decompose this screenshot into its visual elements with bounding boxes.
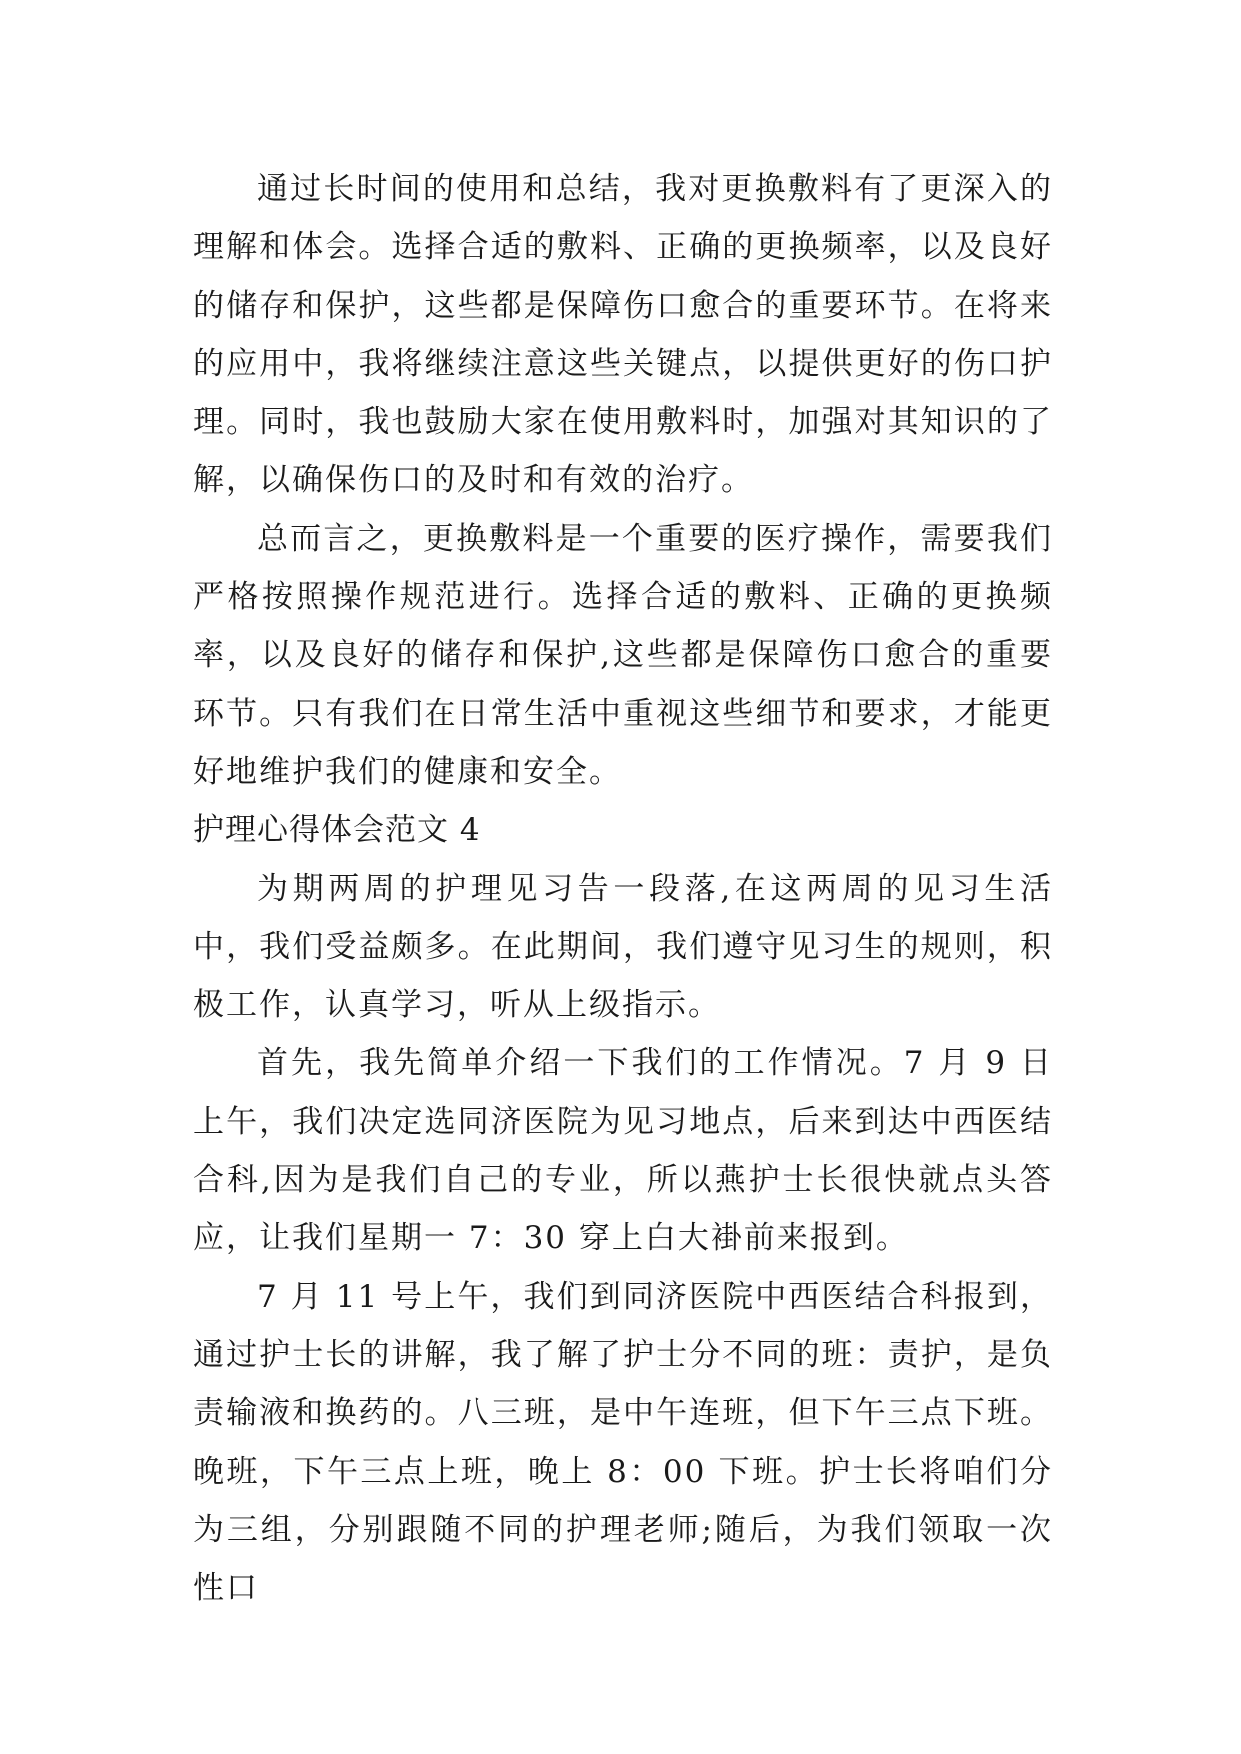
paragraph: 首先，我先简单介绍一下我们的工作情况。7 月 9 日上午，我们决定选同济医院为见习地点，后来到达中西医结合科,因为是我们自己的专业，所以燕护士长很快就点头答应，让我们星期一 7：30 穿上白大褂前来报到。 xyxy=(193,1045,1053,1257)
paragraph: 通过长时间的使用和总结，我对更换敷料有了更深入的理解和体会。选择合适的敷料、正确的更换频率，以及良好的储存和保护，这些都是保障伤口愈合的重要环节。在将来的应用中，我将继续注意这些关键点，以提供更好的伤口护理。同时，我也鼓励大家在使用敷料时，加强对其知识的了解，以确保伤口的及时和有效的治疗。 xyxy=(193,171,1053,499)
paragraph: 总而言之，更换敷料是一个重要的医疗操作，需要我们严格按照操作规范进行。选择合适的敷料、正确的更换频率，以及良好的储存和保护,这些都是保障伤口愈合的重要环节。只有我们在日常生活中重视这些细节和要求，才能更好地维护我们的健康和安全。 xyxy=(193,520,1053,790)
section-heading: 护理心得体会范文 4 xyxy=(193,812,481,849)
document-body xyxy=(193,160,1053,1617)
paragraph: 为期两周的护理见习告一段落,在这两周的见习生活中，我们受益颇多。在此期间，我们遵守见习生的规则，积极工作，认真学习，听从上级指示。 xyxy=(193,870,1053,1024)
paragraph: 7 月 11 号上午，我们到同济医院中西医结合科报到，通过护士长的讲解，我了解了护士分不同的班：责护，是负责输液和换药的。八三班，是中午连班，但下午三点下班。晚班，下午三点上班，晚上 8：00 下班。护士长将咱们分为三组，分别跟随不同的护理老师;随后，为我们领取一次性口 xyxy=(193,1278,1053,1607)
